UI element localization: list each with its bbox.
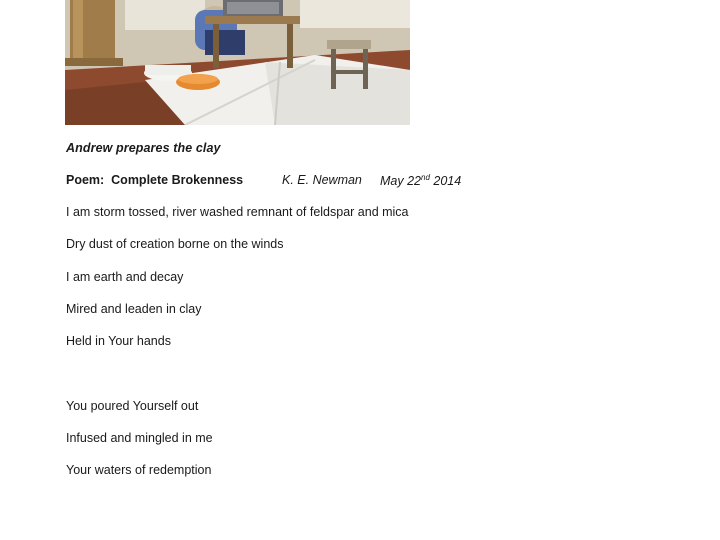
- photo-illustration: [65, 0, 410, 125]
- poem-line: I am storm tossed, river washed remnant of feldspar and mica: [66, 205, 409, 219]
- photo-caption: Andrew prepares the clay: [66, 141, 221, 155]
- poem-date: [380, 173, 461, 188]
- poem-line: Mired and leaden in clay: [66, 302, 202, 316]
- poem-label: Poem:: [66, 173, 105, 187]
- poem-line: You poured Yourself out: [66, 399, 199, 413]
- poem-line: Held in Your hands: [66, 334, 171, 348]
- poem-header: [66, 173, 462, 188]
- photo-andrew-clay: [65, 0, 410, 125]
- poem-date-month-day: May 22: [380, 174, 421, 188]
- poem-date-ordinal: nd: [421, 173, 430, 182]
- poem-line: Infused and mingled in me: [66, 431, 213, 445]
- poem-line: I am earth and decay: [66, 270, 184, 284]
- poem-date-year: 2014: [433, 174, 462, 188]
- poem-line: Dry dust of creation borne on the winds: [66, 237, 284, 251]
- poem-author: K. E. Newman: [282, 173, 362, 187]
- poem-line: Your waters of redemption: [66, 463, 212, 477]
- poem-title: Complete Brokenness: [111, 173, 244, 187]
